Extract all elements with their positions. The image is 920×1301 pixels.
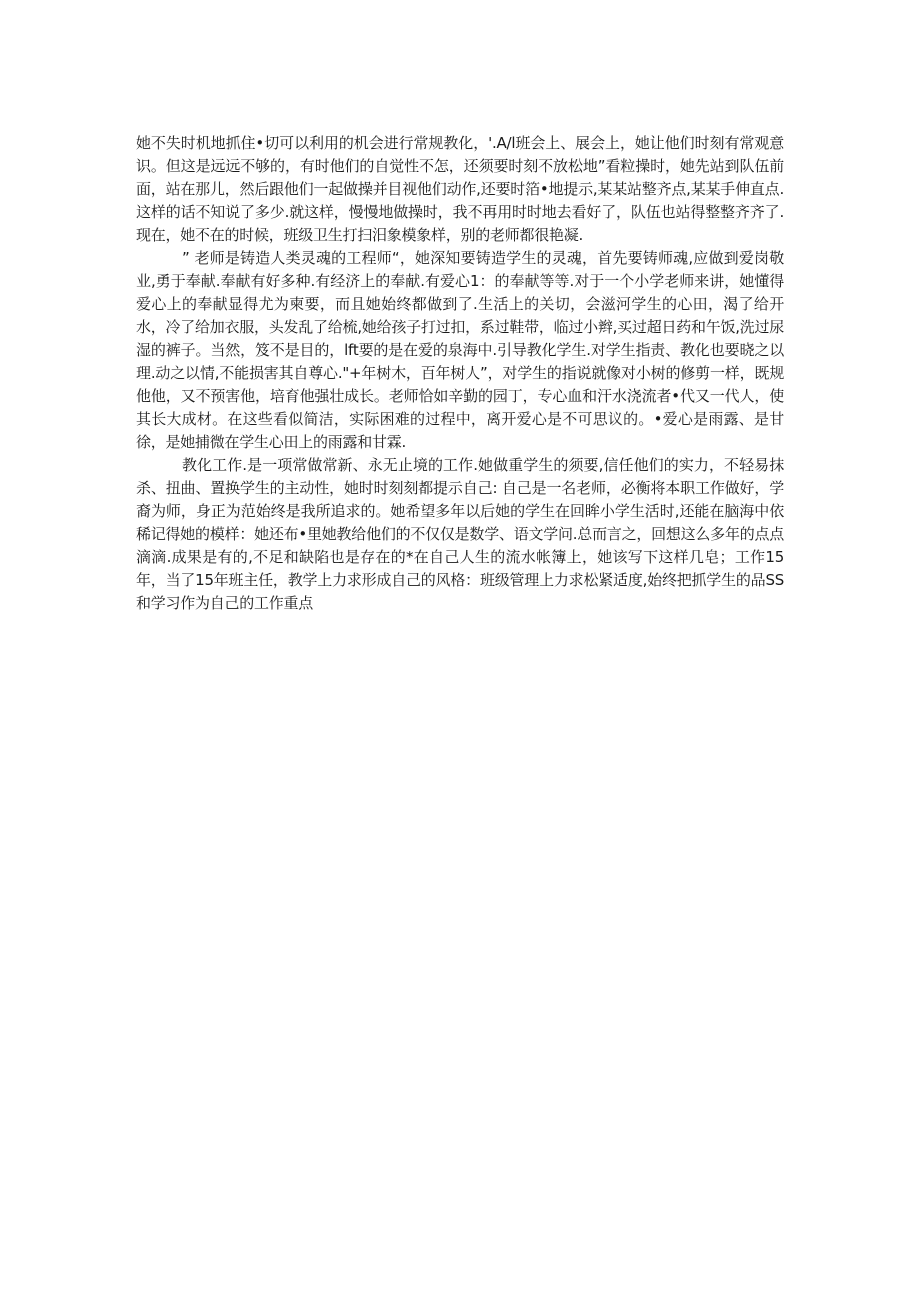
body-text <box>136 132 784 615</box>
paragraph-3: 教化工作.是一项常做常新、永无止境的工作.她做重学生的须要,信任他们的实力，不轻易抹杀、扭曲、置换学生的主动性，她时时刻刻都提示自己: 自己是一名老师，必衡将本职工作做好，学裔为师，身正为范始终是我所追求的。她希望多年以后她的学生在回眸小学生活时,还能在脑海中依稀记得她的模样：她还布•里她教给他们的不仅仅是数学、语文学问.总而言之，回想这么多年的点点滴滴.成果是有的,不足和缺陷也是存在的*在自己人生的流水帐簿上，她该写下这样几皂；工作15年，当了15年班主任，教学上力求形成自己的风格：班级管理上力求松紧适度,始终把抓学生的品SS和学习作为自己的工作重点 <box>136 456 784 612</box>
paragraph-2: ” 老师是铸造人类灵魂的工程师“，她深知要铸造学生的灵魂，首先要铸师魂,应做到爱岗敬业,勇于奉献.奉献有好多种.有经济上的奉献.有爱心1：的奉献等等.对于一个小学老师来讲，她懂得爱心上的奉献显得尤为柬要，而且她始终都做到了.生活上的关切，会滋河学生的心田，渴了给开水，冷了给加衣服，头发乱了给梳,她给孩子打过扣，系过鞋带，临过小辫,买过超日药和午饭,洗过尿湿的裤子。当然，笈不是目的，lft要的是在爱的泉海中.引导教化学生.对学生指责、教化也要晓之以理.动之以情,不能损害其自尊心."+年树木，百年树人”，对学生的指说就像对小树的修剪一样，既规他他，又不预害他，培育他强壮成长。老师恰如辛勤的园丁，专心血和汗水浇流者•代又一代人，使其长大成材。在这些看似简洁，实际困难的过程中，离开爱心是不可思议的。•爱心是雨露、是甘徐，是她捕微在学生心田上的雨露和甘霖. <box>136 249 784 451</box>
paragraph-1: 她不失时机地抓住•切可以利用的机会进行常规教化，'.A/l班会上、展会上，她让他们时刻有常观意识。但这是远远不够的，有时他们的自觉性不怎，还须要时刻不放松地”看粒操时，她先站到队伍前面，站在那儿，然后跟他们一起做操并目视他们动作,还要时箔•地提示,某某站整齐点,某某手伸直点.这样的话不知说了多少.就这样，慢慢地做操时，我不再用时时地去看好了，队伍也站得整整齐齐了.现在，她不在的时候，班级卫生打扫汨象模象样，别的老师都很艳凝. <box>136 134 784 244</box>
